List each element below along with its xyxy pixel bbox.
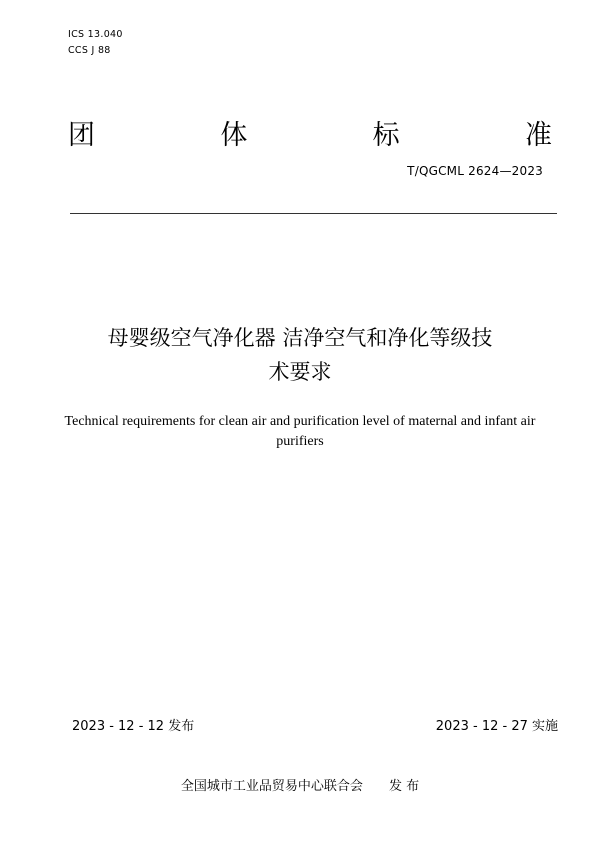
english-title-line-2: purifiers — [276, 434, 324, 449]
doc-type-char-1: 团 — [68, 119, 95, 151]
issue-date: 2023 - 12 - 12 发布 — [72, 719, 195, 734]
implementation-date: 2023 - 12 - 27 实施 — [435, 719, 558, 734]
standard-number: T/QGCML 2624—2023 — [407, 164, 543, 178]
chinese-title-line-1: 母婴级空气净化器 洁净空气和净化等级技 — [107, 326, 493, 350]
issuer-name: 全国城市工业品贸易中心联合会 — [180, 779, 363, 794]
doc-type-char-2: 体 — [220, 119, 248, 151]
ics-code: ICS 13.040 — [68, 29, 123, 40]
document-type-heading — [68, 112, 552, 152]
ccs-code: CCS J 88 — [68, 45, 111, 56]
chinese-title-line-2: 术要求 — [268, 360, 332, 384]
issuer-action: 发 布 — [388, 779, 420, 794]
header-divider — [70, 213, 557, 214]
english-title — [40, 412, 560, 452]
chinese-title — [40, 321, 560, 389]
doc-type-char-4: 准 — [524, 119, 552, 151]
doc-type-char-3: 标 — [372, 119, 400, 151]
english-title-line-1: Technical requirements for clean air and purification level of maternal and infant air — [64, 414, 536, 429]
issuer-line — [0, 775, 600, 794]
